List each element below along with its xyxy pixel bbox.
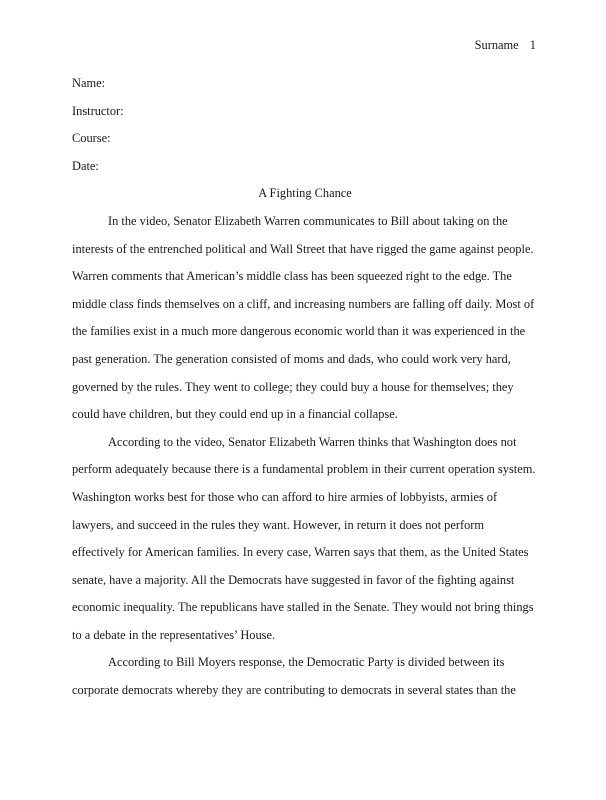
paragraph: According to the video, Senator Elizabeth Warren thinks that Washington does not perform adequately because there is a fundamental problem in their current operation system. Washington works best for those who can afford to hire armies of lobbyists, armies of lawyers, and succeed in the rules they want. However, in return it does not perform effectively for American families. In every case, Warren says that them, as the United States senate, have a majority. All the Democrats have suggested in favor of the fighting against economic inequality. The republicans have stalled in the Senate. They would not bring things to a debate in the representatives’ House. <box>72 434 536 642</box>
instructor-line: Instructor: <box>72 103 124 118</box>
course-line: Course: <box>72 131 111 146</box>
date-line: Date: <box>72 158 99 173</box>
paragraph: According to Bill Moyers response, the Democratic Party is divided between its corporate democrats whereby they are contributing to democrats in several states than the <box>72 655 516 698</box>
page-number: 1 <box>529 38 536 52</box>
document-body <box>72 70 538 705</box>
header-surname: Surname <box>474 38 519 52</box>
paragraph: In the video, Senator Elizabeth Warren communicates to Bill about taking on the interests of the entrenched political and Wall Street that have rigged the game against people. Warren comments that American’s middle class has been squeezed right to the edge. The middle class finds themselves on a cliff, and increasing numbers are falling off daily. Most of the families exist in a much more dangerous economic world than it was experienced in the past generation. The generation consisted of moms and dads, who could work very hard, governed by the rules. They went to college; they could buy a house for themselves; they could have children, but they could end up in a financial collapse. <box>72 213 535 422</box>
name-line: Name: <box>72 76 106 90</box>
running-header <box>475 37 536 53</box>
essay-title: A Fighting Chance <box>258 186 352 201</box>
